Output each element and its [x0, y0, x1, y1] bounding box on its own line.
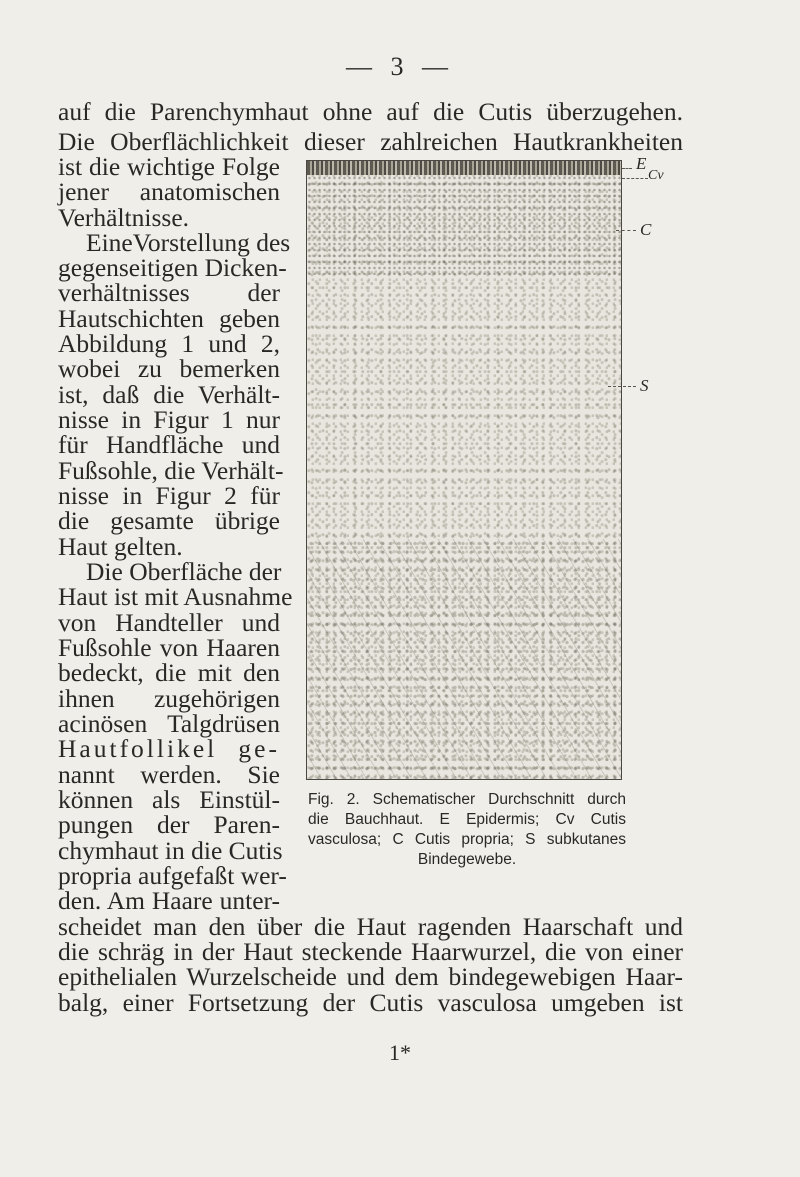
body-line: Haut ist mit Ausnahme	[58, 582, 293, 611]
body-line: ihnen zugehörigen	[58, 684, 280, 713]
body-line: balg, einer Fortsetzung der Cutis vasculosa umgeben ist	[58, 988, 683, 1017]
body-line: Verhältnisse.	[58, 203, 190, 232]
body-line: die schräg in der Haut steckende Haarwurzel, die von einer	[58, 937, 683, 966]
body-line: nannt werden. Sie	[58, 760, 280, 789]
caption-line: die Bauchhaut. E Epidermis; Cv Cutis	[308, 811, 626, 828]
body-line: EineVorstellung des	[86, 228, 291, 257]
label-tick-s	[608, 386, 636, 387]
label-cv: Cv	[648, 168, 664, 183]
body-line: scheidet man den über die Haut ragenden Haarschaft und	[58, 912, 683, 941]
body-line: epithelialen Wurzelscheide und dem bindegewebigen Haar-	[58, 962, 683, 991]
body-line: ist die wichtige Folge	[58, 152, 280, 181]
caption-line: Fig. 2. Schematischer Durchschnitt durch	[308, 791, 626, 808]
body-line: verhältnisses der	[58, 278, 280, 307]
body-line: Haut gelten.	[58, 532, 183, 561]
body-line: können als Einstül-	[58, 785, 280, 814]
caption-line: vasculosa; C Cutis propria; S subkutanes	[308, 831, 626, 848]
body-line: wobei zu bemerken	[58, 354, 280, 383]
body-line: Fußsohle, die Verhält-	[58, 456, 284, 485]
cutis-vasculosa-layer	[307, 175, 621, 275]
body-line: Fußsohle von Haaren	[58, 633, 280, 662]
page-number: — 3 —	[346, 52, 454, 81]
body-line: pungen der Paren-	[58, 810, 280, 839]
label-tick-e	[622, 168, 632, 169]
body-line: von Handteller und	[58, 608, 280, 637]
body-line: acinösen Talgdrüsen	[58, 709, 280, 738]
body-line: auf die Parenchymhaut ohne auf die Cutis überzugehen.	[58, 97, 683, 126]
body-line: Die Oberflächlichkeit dieser zahlreichen Hautkrankheiten	[58, 127, 683, 156]
body-line: bedeckt, die mit den	[58, 658, 280, 687]
body-line: für Handfläche und	[58, 430, 280, 459]
body-line: chymhaut in die Cutis	[58, 836, 283, 865]
label-s: S	[640, 376, 649, 395]
epidermis-layer	[307, 161, 621, 175]
body-line: gegenseitigen Dicken-	[58, 253, 287, 282]
body-line: Die Oberfläche der	[86, 557, 282, 586]
body-line: Hautfollikel ge-	[58, 734, 280, 763]
body-line: jener anatomischen	[58, 177, 280, 206]
label-tick-cv	[622, 178, 648, 179]
label-tick-c	[616, 230, 636, 231]
body-line: Hautschichten geben	[58, 304, 280, 333]
body-line: die gesamte übrige	[58, 506, 280, 535]
skin-cross-section-figure	[306, 160, 622, 780]
body-line: nisse in Figur 2 für	[58, 481, 280, 510]
signature-mark: 1*	[389, 1040, 411, 1065]
body-line: propria aufgefaßt wer-	[58, 861, 287, 890]
label-e: E	[636, 154, 647, 173]
subcutaneous-layer	[307, 539, 621, 779]
label-c: C	[640, 220, 652, 239]
caption-line: Bindegewebe.	[417, 851, 517, 868]
body-line: nisse in Figur 1 nur	[58, 405, 280, 434]
body-line: den. Am Haare unter-	[58, 886, 280, 915]
body-line: ist, daß die Verhält-	[58, 380, 280, 409]
body-line: Abbildung 1 und 2,	[58, 329, 280, 358]
